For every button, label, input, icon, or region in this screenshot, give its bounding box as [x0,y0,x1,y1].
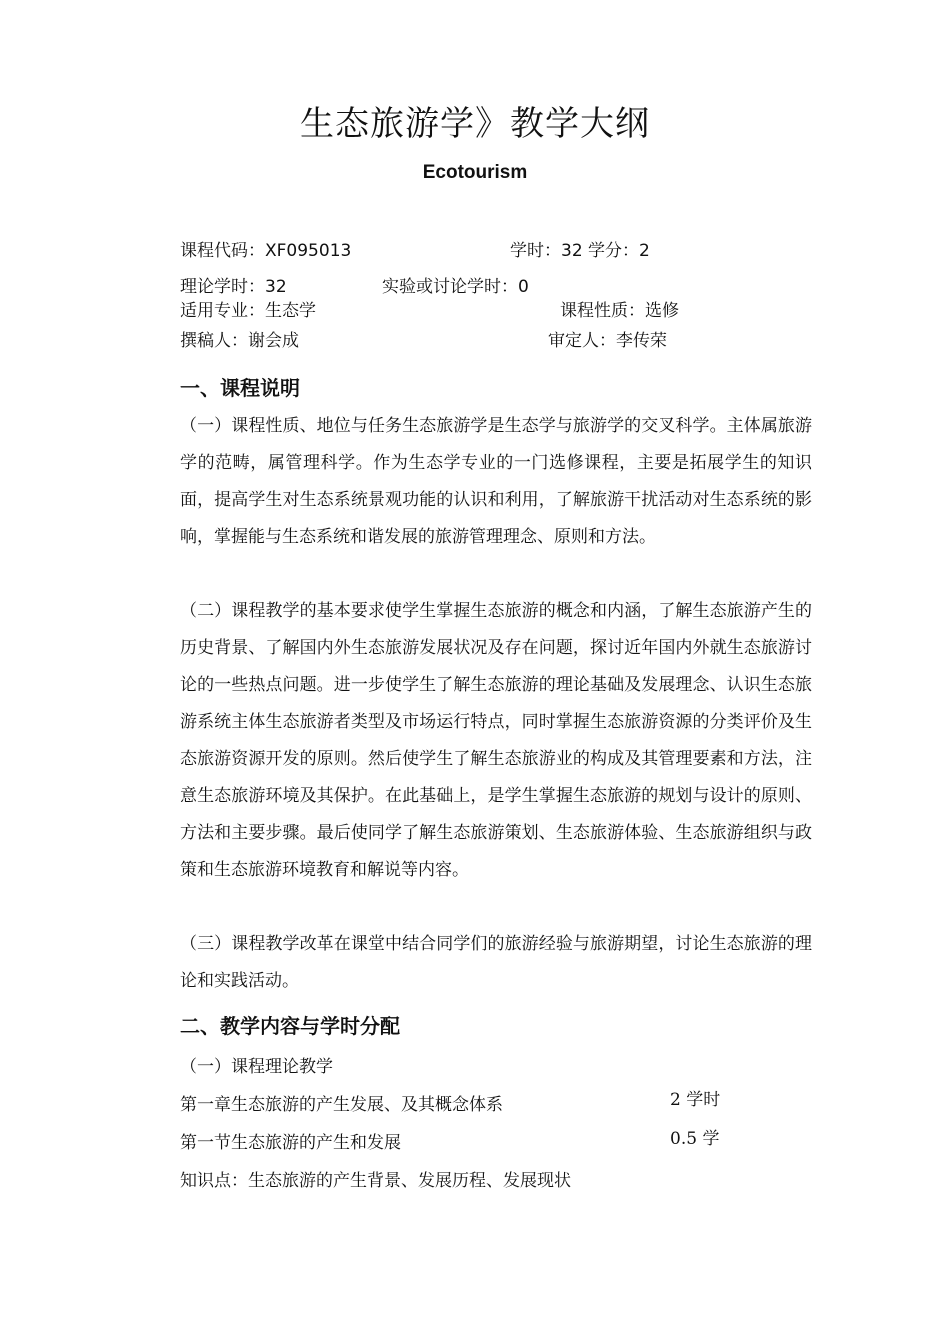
section-heading-teaching-content: 二、教学内容与学时分配 [180,1014,400,1038]
course-code: 课程代码：XF095013 [180,241,352,261]
section-heading-course-description: 一、课程说明 [180,376,300,400]
paragraph-course-nature: （一）课程性质、地位与任务生态旅游学是生态学与旅游学的交叉科学。主体属旅游学的范畴，属管理科学。作为生态学专业的一门选修课程，主要是拓展学生的知识面，提高学生对生态系统景观功能的认识和利用，了解旅游干扰活动对生态系统的影响，掌握能与生态系统和谐发展的旅游管理理念、原则和方法。 [180,416,812,547]
subsection-theory-teaching: （一）课程理论教学 [180,1057,333,1077]
course-type: 课程性质：选修 [560,301,679,321]
paragraph-teaching-reform: （三）课程教学改革在课堂中结合同学们的旅游经验与旅游期望，讨论生态旅游的理论和实践活动。 [180,934,812,991]
paragraph-basic-requirements: （二）课程教学的基本要求使学生掌握生态旅游的概念和内涵，了解生态旅游产生的历史背景、了解国内外生态旅游发展状况及存在问题，探讨近年国内外就生态旅游讨论的一些热点问题。进一步使学生了解生态旅游的理论基础及发展理念、认识生态旅游系统主体生态旅游者类型及市场运行特点，同时掌握生态旅游资源的分类评价及生态旅游资源开发的原则。然后使学生了解生态旅游业的构成及其管理要素和方法，注意生态旅游环境及其保护。在此基础上，是学生掌握生态旅游的规划与设计的原则、方法和主要步骤。最后使同学了解生态旅游策划、生态旅游体验、生态旅游组织与政策和生态旅游环境教育和解说等内容。 [180,601,812,880]
author: 撰稿人：谢会成 [180,331,299,351]
hours-credits: 学时：32 学分：2 [510,241,650,261]
chapter-1-section-1-hours: 0.5 学 [670,1129,720,1149]
document-title: 生态旅游学》教学大纲 [300,104,650,144]
reviewer: 审定人：李传荣 [548,331,667,351]
chapter-1-title: 第一章生态旅游的产生发展、及其概念体系 [180,1095,503,1115]
chapter-1-section-1-title: 第一节生态旅游的产生和发展 [180,1133,401,1153]
applicable-major: 适用专业：生态学 [180,301,316,321]
chapter-1-hours: 2 学时 [670,1090,721,1110]
lab-hours: 实验或讨论学时：0 [382,277,529,297]
knowledge-points: 知识点：生态旅游的产生背景、发展历程、发展现状 [180,1171,571,1191]
document-subtitle: Ecotourism [422,162,528,183]
theory-hours: 理论学时：32 [180,277,287,297]
